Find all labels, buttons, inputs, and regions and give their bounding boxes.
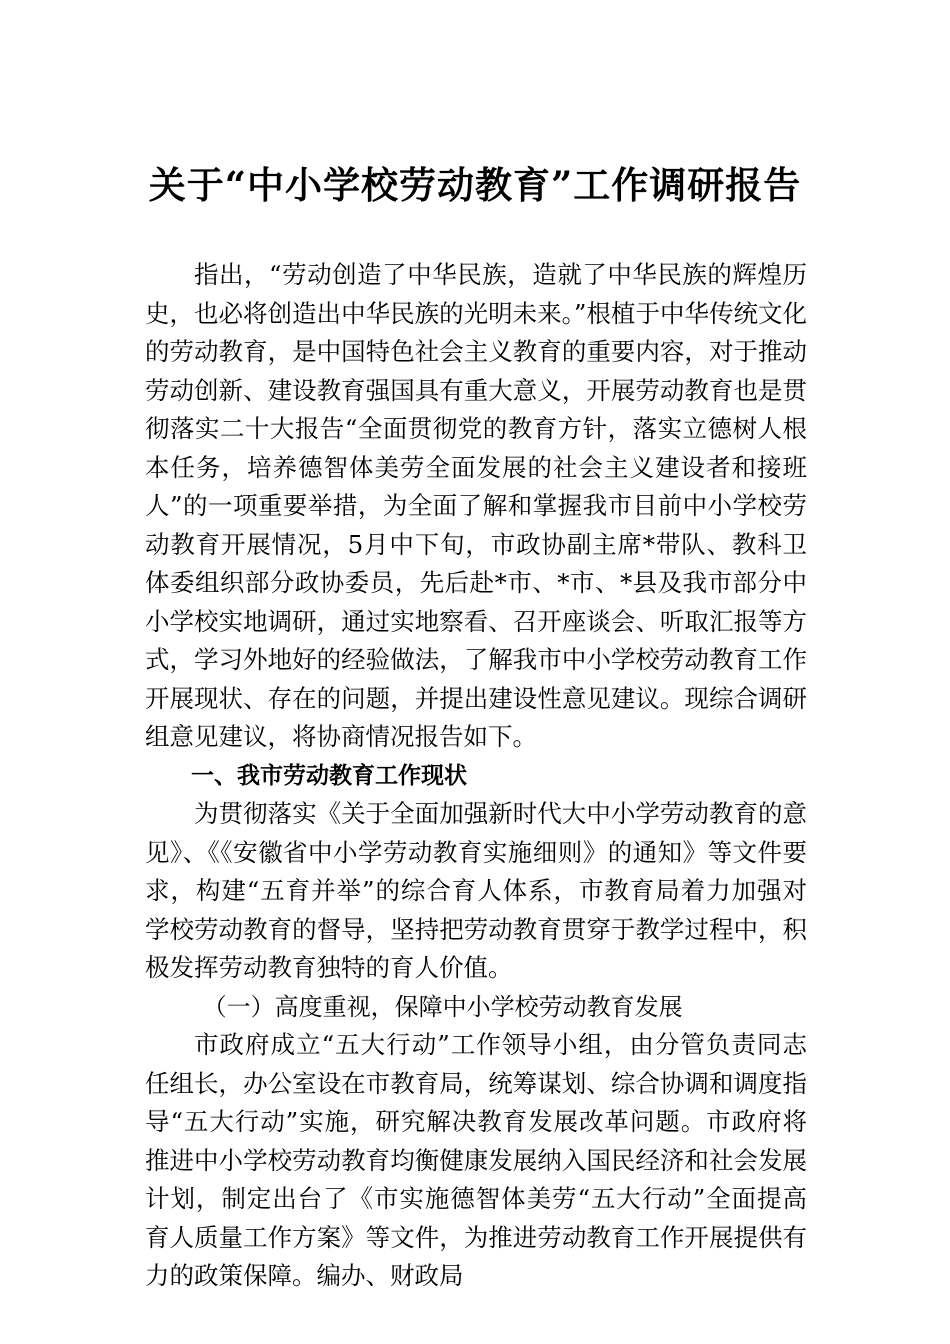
document-title: 关于“中小学校劳动教育”工作调研报告 [148,163,802,207]
subsection-1-paragraph: 市政府成立“五大行动”工作领导小组，由分管负责同志任组长，办公室设在市教育局，统筹谋划、综合协调和调度指导“五大行动”实施，研究解决教育发展改革问题。市政府将推进中小学校劳动教育均衡健康发展纳入国民经济和社会发展计划，制定出台了《市实施德智体美劳“五大行动”全面提高育人质量工作方案》等文件，为推进劳动教育工作开展提供有力的政策保障。编办、财政局 [145,1030,807,1290]
section-heading-1: 一、我市劳动教育工作现状 [191,762,467,789]
document-body [145,256,807,1296]
section-1-paragraph: 为贯彻落实《关于全面加强新时代大中小学劳动教育的意见》、《《安徽省中小学劳动教育实施细则》的通知》等文件要求，构建“五育并举”的综合育人体系，市教育局着力加强对学校劳动教育的督导，坚持把劳动教育贯穿于教学过程中，积极发挥劳动教育独特的育人价值。 [145,799,807,982]
subsection-heading-1: （一）高度重视，保障中小学校劳动教育发展 [202,992,683,1021]
intro-paragraph: 指出，“劳动创造了中华民族，造就了中华民族的辉煌历史，也必将创造出中华民族的光明未来。”根植于中华传统文化的劳动教育，是中国特色社会主义教育的重要内容，对于推动劳动创新、建设教育强国具有重大意义，开展劳动教育也是贯彻落实二十大报告“全面贯彻党的教育方针，落实立德树人根本任务，培养德智体美劳全面发展的社会主义建设者和接班人”的一项重要举措，为全面了解和掌握我市目前中小学校劳动教育开展情况，5月中下旬，市政协副主席*带队、教科卫体委组织部分政协委员，先后赴*市、*市、*县及我市部分中小学校实地调研，通过实地察看、召开座谈会、听取汇报等方式，学习外地好的经验做法，了解我市中小学校劳动教育工作开展现状、存在的问题，并提出建设性意见建议。现综合调研组意见建议，将协商情况报告如下。 [145,260,807,751]
